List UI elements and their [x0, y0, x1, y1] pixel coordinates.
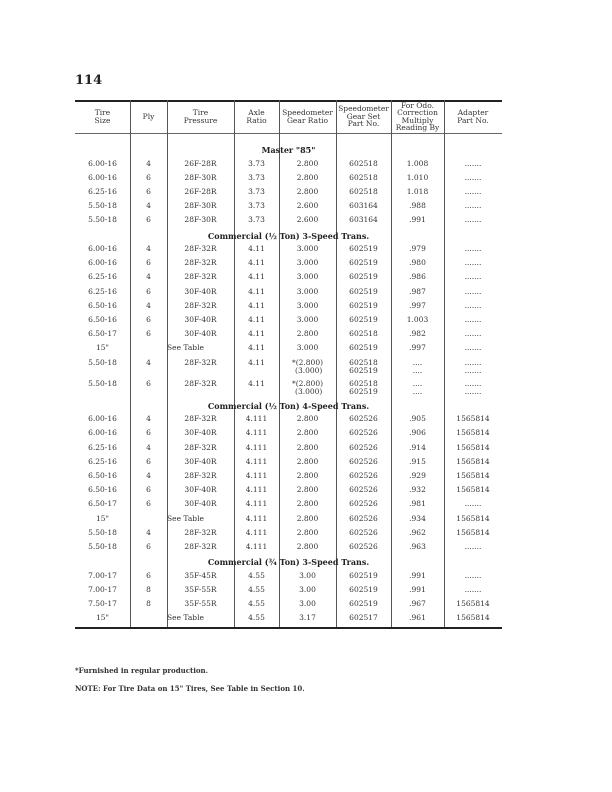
cell-ply: 4 — [146, 300, 151, 310]
cell-tire-pressure: 28F-32R — [184, 527, 217, 537]
cell-gear-set-part-no: 602526 — [349, 442, 378, 452]
header-ply: Ply — [142, 111, 155, 121]
cell-adapter-part-no: ....... — [464, 343, 482, 353]
header-gear-ratio: Speedometer Gear Ratio — [282, 108, 333, 125]
section-heading: Commercial (½ Ton) 3-Speed Trans. — [207, 230, 370, 241]
cell-ply: 6 — [146, 541, 151, 551]
cell-gear-set-part-no: 603164 — [349, 215, 378, 225]
cell-gear-set-part-no: 602519 — [349, 343, 378, 353]
cell-odo-correction: 1.018 — [406, 186, 429, 196]
cell-tire-size: 6.25-16 — [88, 286, 117, 296]
cell-gear-ratio: 3.000 — [296, 286, 319, 296]
cell-odo-correction: .... .... — [412, 357, 423, 375]
cell-axle-ratio: 4.111 — [245, 428, 268, 438]
cell-gear-set-part-no: 602519 — [349, 286, 378, 296]
cell-axle-ratio: 4.55 — [248, 570, 265, 580]
cell-tire-pressure: See Table — [167, 343, 204, 353]
cell-odo-correction: .967 — [409, 599, 426, 608]
cell-gear-set-part-no: 602518 602519 — [349, 357, 378, 375]
cell-gear-set-part-no: 602519 — [349, 272, 378, 282]
cell-axle-ratio: 4.11 — [248, 300, 265, 310]
cell-gear-set-part-no: 602519 — [349, 315, 378, 324]
cell-odo-correction: .997 — [409, 343, 426, 353]
cell-gear-ratio: 3.00 — [299, 584, 316, 594]
cell-tire-size: 6.50-17 — [88, 329, 117, 339]
cell-gear-set-part-no: 602519 — [349, 258, 378, 268]
cell-axle-ratio: 3.73 — [248, 215, 265, 225]
cell-gear-set-part-no: 602518 602519 — [349, 378, 378, 396]
cell-tire-pressure: 28F-32R — [184, 378, 217, 388]
cell-gear-set-part-no: 602526 — [349, 485, 378, 495]
cell-odo-correction: .982 — [409, 329, 426, 339]
cell-adapter-part-no: ....... — [464, 158, 482, 168]
footnote: *Furnished in regular production. — [75, 666, 209, 675]
cell-axle-ratio: 4.111 — [245, 485, 268, 495]
section-heading: Commercial (½ Ton) 4-Speed Trans. — [207, 400, 370, 411]
cell-ply: 6 — [146, 428, 151, 438]
cell-gear-ratio: 3.000 — [296, 244, 319, 253]
cell-tire-size: 6.25-16 — [88, 272, 117, 282]
cell-gear-ratio: 2.800 — [296, 428, 319, 438]
cell-odo-correction: .962 — [409, 527, 426, 537]
cell-gear-set-part-no: 602519 — [349, 300, 378, 310]
cell-adapter-part-no: ....... — [464, 499, 482, 509]
note: NOTE: For Tire Data on 15" Tires, See Table in Section 10. — [75, 684, 305, 693]
cell-tire-size: 6.50-16 — [88, 300, 117, 310]
cell-adapter-part-no: ....... — [464, 215, 482, 225]
cell-tire-size: 6.50-16 — [88, 470, 117, 480]
cell-odo-correction: .961 — [409, 613, 426, 623]
cell-odo-correction: .915 — [409, 456, 426, 466]
cell-tire-size: 6.00-16 — [88, 158, 117, 168]
cell-axle-ratio: 4.111 — [245, 470, 268, 480]
cell-gear-ratio: 2.800 — [296, 158, 319, 168]
cell-adapter-part-no: ....... ....... — [464, 378, 482, 396]
cell-tire-pressure: 30F-40R — [184, 456, 217, 466]
header-gear-set-part-no: Speedometer Gear Set Part No. — [338, 104, 389, 129]
cell-tire-pressure: 28F-30R — [184, 172, 217, 182]
cell-gear-ratio: 2.800 — [296, 513, 319, 523]
cell-tire-pressure: 26F-28R — [184, 158, 217, 168]
cell-tire-pressure: 35F-45R — [184, 570, 217, 580]
cell-odo-correction: 1.008 — [406, 158, 429, 168]
cell-odo-correction: .980 — [409, 258, 426, 268]
cell-adapter-part-no: ....... — [464, 300, 482, 310]
cell-adapter-part-no: 1565814 — [456, 613, 490, 623]
header-adapter-part-no: Adapter Part No. — [457, 108, 489, 125]
cell-gear-ratio: 2.600 — [296, 215, 319, 225]
cell-gear-ratio: 3.000 — [296, 300, 319, 310]
cell-gear-ratio: 2.800 — [296, 456, 319, 466]
table-bottom-rule — [75, 627, 502, 629]
cell-gear-ratio: *(2.800) (3.000) — [291, 357, 324, 375]
cell-ply: 6 — [146, 215, 151, 225]
cell-axle-ratio: 4.11 — [248, 357, 265, 367]
cell-axle-ratio: 4.11 — [248, 286, 265, 296]
cell-adapter-part-no: 1565814 — [456, 599, 490, 608]
cell-axle-ratio: 4.11 — [248, 272, 265, 282]
cell-odo-correction: .991 — [409, 570, 426, 580]
cell-ply: 6 — [146, 329, 151, 339]
cell-adapter-part-no: 1565814 — [456, 470, 490, 480]
cell-axle-ratio: 4.55 — [248, 599, 265, 608]
cell-adapter-part-no: ....... ....... — [464, 357, 482, 375]
cell-tire-size: 6.00-16 — [88, 172, 117, 182]
cell-odo-correction: .981 — [409, 499, 426, 509]
cell-gear-ratio: 3.000 — [296, 315, 319, 324]
cell-tire-pressure: See Table — [167, 513, 204, 523]
cell-odo-correction: .997 — [409, 300, 426, 310]
cell-odo-correction: .929 — [409, 470, 426, 480]
cell-tire-pressure: 28F-32R — [184, 272, 217, 282]
cell-gear-ratio: 2.800 — [296, 485, 319, 495]
cell-adapter-part-no: ....... — [464, 172, 482, 182]
cell-tire-size: 5.50-18 — [88, 357, 117, 367]
cell-odo-correction: .906 — [409, 428, 426, 438]
cell-tire-pressure: 30F-40R — [184, 315, 217, 324]
cell-tire-size: 6.25-16 — [88, 456, 117, 466]
cell-tire-pressure: 35F-55R — [184, 584, 217, 594]
cell-adapter-part-no: 1565814 — [456, 527, 490, 537]
cell-ply: 6 — [146, 186, 151, 196]
cell-tire-pressure: 28F-32R — [184, 442, 217, 452]
cell-ply: 6 — [146, 456, 151, 466]
cell-ply: 4 — [146, 527, 151, 537]
cell-tire-pressure: 26F-28R — [184, 186, 217, 196]
cell-axle-ratio: 4.111 — [245, 527, 268, 537]
cell-axle-ratio: 3.73 — [248, 172, 265, 182]
cell-adapter-part-no: 1565814 — [456, 513, 490, 523]
cell-ply: 8 — [146, 599, 151, 608]
cell-tire-pressure: 30F-40R — [184, 428, 217, 438]
cell-ply: 6 — [146, 378, 151, 388]
cell-tire-size: 6.00-16 — [88, 244, 117, 253]
cell-ply: 8 — [146, 584, 151, 594]
cell-ply: 4 — [146, 470, 151, 480]
cell-tire-size: 6.50-17 — [88, 499, 117, 509]
cell-gear-ratio: 2.800 — [296, 172, 319, 182]
section-heading: Commercial (¾ Ton) 3-Speed Trans. — [207, 557, 370, 568]
cell-adapter-part-no: ....... — [464, 272, 482, 282]
cell-adapter-part-no: 1565814 — [456, 442, 490, 452]
cell-axle-ratio: 4.111 — [245, 499, 268, 509]
cell-tire-pressure: 28F-32R — [184, 414, 217, 424]
cell-ply: 6 — [146, 286, 151, 296]
cell-ply: 6 — [146, 315, 151, 324]
cell-adapter-part-no: ....... — [464, 315, 482, 324]
cell-gear-set-part-no: 602526 — [349, 541, 378, 551]
cell-tire-pressure: 30F-40R — [184, 485, 217, 495]
cell-adapter-part-no: 1565814 — [456, 428, 490, 438]
cell-tire-pressure: 28F-32R — [184, 300, 217, 310]
cell-tire-pressure: 28F-32R — [184, 258, 217, 268]
cell-odo-correction: .932 — [409, 485, 426, 495]
cell-tire-pressure: 28F-30R — [184, 215, 217, 225]
cell-gear-ratio: 3.00 — [299, 570, 316, 580]
cell-axle-ratio: 4.111 — [245, 414, 268, 424]
cell-ply: 4 — [146, 414, 151, 424]
cell-adapter-part-no: ....... — [464, 258, 482, 268]
header-tire-pressure: Tire Pressure — [183, 108, 218, 125]
cell-ply: 6 — [146, 258, 151, 268]
cell-ply: 4 — [146, 158, 151, 168]
cell-ply: 4 — [146, 357, 151, 367]
cell-adapter-part-no: 1565814 — [456, 456, 490, 466]
cell-odo-correction: .914 — [409, 442, 426, 452]
cell-tire-size: 6.50-16 — [88, 315, 117, 324]
cell-adapter-part-no: ....... — [464, 201, 482, 211]
cell-tire-size: 6.00-16 — [88, 428, 117, 438]
cell-tire-size: 5.50-18 — [88, 541, 117, 551]
cell-tire-pressure: 28F-32R — [184, 244, 217, 253]
cell-tire-size: 7.00-17 — [88, 584, 117, 594]
header-rule — [75, 133, 502, 134]
section-heading: Master "85" — [261, 145, 316, 155]
cell-gear-set-part-no: 602526 — [349, 513, 378, 523]
cell-ply: 4 — [146, 442, 151, 452]
cell-ply: 6 — [146, 570, 151, 580]
cell-tire-size: 7.00-17 — [88, 570, 117, 580]
cell-axle-ratio: 4.11 — [248, 315, 265, 324]
cell-gear-ratio: 3.17 — [299, 613, 316, 623]
cell-ply: 4 — [146, 244, 151, 253]
cell-gear-set-part-no: 603164 — [349, 201, 378, 211]
cell-axle-ratio: 4.11 — [248, 329, 265, 339]
cell-axle-ratio: 3.73 — [248, 158, 265, 168]
cell-tire-pressure: 30F-40R — [184, 329, 217, 339]
cell-tire-size: 5.50-18 — [88, 527, 117, 537]
cell-adapter-part-no: ....... — [464, 186, 482, 196]
header-tire-size: Tire Size — [94, 108, 111, 125]
cell-tire-size: 5.50-18 — [88, 201, 117, 211]
cell-tire-size: 6.25-16 — [88, 186, 117, 196]
cell-tire-size: 15" — [96, 343, 109, 353]
cell-axle-ratio: 4.11 — [248, 378, 265, 388]
cell-gear-ratio: 3.000 — [296, 343, 319, 353]
cell-odo-correction: 1.010 — [406, 172, 429, 182]
cell-gear-ratio: 3.00 — [299, 599, 316, 608]
cell-gear-ratio: 2.800 — [296, 499, 319, 509]
cell-tire-pressure: 28F-32R — [184, 470, 217, 480]
cell-axle-ratio: 4.111 — [245, 513, 268, 523]
cell-tire-size: 5.50-18 — [88, 215, 117, 225]
cell-gear-set-part-no: 602526 — [349, 470, 378, 480]
cell-ply: 6 — [146, 172, 151, 182]
cell-adapter-part-no: 1565814 — [456, 485, 490, 495]
cell-adapter-part-no: ....... — [464, 541, 482, 551]
cell-odo-correction: .963 — [409, 541, 426, 551]
cell-axle-ratio: 4.11 — [248, 258, 265, 268]
cell-gear-ratio: *(2.800) (3.000) — [291, 378, 324, 396]
cell-tire-pressure: 30F-40R — [184, 286, 217, 296]
cell-tire-size: 6.00-16 — [88, 258, 117, 268]
cell-odo-correction: .986 — [409, 272, 426, 282]
cell-gear-ratio: 2.800 — [296, 186, 319, 196]
cell-tire-pressure: 35F-55R — [184, 599, 217, 608]
cell-tire-size: 6.00-16 — [88, 414, 117, 424]
cell-odo-correction: .934 — [409, 513, 426, 523]
cell-adapter-part-no: ....... — [464, 584, 482, 594]
header-axle-ratio: Axle Ratio — [246, 108, 267, 125]
cell-gear-set-part-no: 602518 — [349, 172, 378, 182]
cell-axle-ratio: 4.55 — [248, 584, 265, 594]
cell-adapter-part-no: ....... — [464, 244, 482, 253]
cell-adapter-part-no: 1565814 — [456, 414, 490, 424]
cell-gear-set-part-no: 602517 — [349, 613, 378, 623]
cell-adapter-part-no: ....... — [464, 570, 482, 580]
cell-ply: 4 — [146, 272, 151, 282]
cell-odo-correction: .991 — [409, 215, 426, 225]
cell-tire-size: 6.50-16 — [88, 485, 117, 495]
cell-odo-correction: .987 — [409, 286, 426, 296]
cell-gear-ratio: 2.800 — [296, 414, 319, 424]
cell-tire-pressure: 28F-32R — [184, 357, 217, 367]
cell-tire-size: 15" — [96, 613, 109, 623]
cell-odo-correction: 1.003 — [406, 315, 429, 324]
cell-gear-set-part-no: 602526 — [349, 456, 378, 466]
cell-tire-size: 15" — [96, 513, 109, 523]
header-odo-correction: For Odo. Correction Multiply Reading By — [395, 100, 440, 132]
cell-axle-ratio: 4.111 — [245, 541, 268, 551]
cell-tire-size: 6.25-16 — [88, 442, 117, 452]
cell-gear-set-part-no: 602526 — [349, 414, 378, 424]
cell-gear-set-part-no: 602519 — [349, 570, 378, 580]
cell-gear-ratio: 3.000 — [296, 258, 319, 268]
cell-gear-set-part-no: 602519 — [349, 599, 378, 608]
cell-gear-set-part-no: 602526 — [349, 428, 378, 438]
cell-gear-set-part-no: 602526 — [349, 499, 378, 509]
cell-axle-ratio: 3.73 — [248, 186, 265, 196]
cell-gear-ratio: 2.800 — [296, 541, 319, 551]
cell-gear-ratio: 2.800 — [296, 527, 319, 537]
cell-tire-pressure: See Table — [167, 613, 204, 623]
cell-axle-ratio: 4.111 — [245, 442, 268, 452]
cell-gear-ratio: 2.600 — [296, 201, 319, 211]
cell-tire-pressure: 28F-30R — [184, 201, 217, 211]
cell-gear-ratio: 2.800 — [296, 442, 319, 452]
cell-tire-pressure: 28F-32R — [184, 541, 217, 551]
cell-tire-pressure: 30F-40R — [184, 499, 217, 509]
cell-tire-size: 7.50-17 — [88, 599, 117, 608]
cell-gear-ratio: 3.000 — [296, 272, 319, 282]
cell-gear-set-part-no: 602518 — [349, 329, 378, 339]
cell-axle-ratio: 4.55 — [248, 613, 265, 623]
cell-odo-correction: .... .... — [412, 378, 423, 396]
cell-ply: 4 — [146, 201, 151, 211]
cell-gear-ratio: 2.800 — [296, 470, 319, 480]
cell-odo-correction: .991 — [409, 584, 426, 594]
page-number: 114 — [75, 73, 103, 88]
cell-ply: 6 — [146, 485, 151, 495]
cell-gear-set-part-no: 602519 — [349, 244, 378, 253]
cell-odo-correction: .979 — [409, 244, 426, 253]
cell-gear-set-part-no: 602526 — [349, 527, 378, 537]
cell-axle-ratio: 4.111 — [245, 456, 268, 466]
cell-adapter-part-no: ....... — [464, 286, 482, 296]
cell-gear-ratio: 2.800 — [296, 329, 319, 339]
cell-gear-set-part-no: 602519 — [349, 584, 378, 594]
cell-axle-ratio: 3.73 — [248, 201, 265, 211]
cell-gear-set-part-no: 602518 — [349, 186, 378, 196]
cell-odo-correction: .905 — [409, 414, 426, 424]
cell-axle-ratio: 4.11 — [248, 244, 265, 253]
cell-tire-size: 5.50-18 — [88, 378, 117, 388]
cell-odo-correction: .988 — [409, 201, 426, 211]
cell-adapter-part-no: ....... — [464, 329, 482, 339]
cell-gear-set-part-no: 602518 — [349, 158, 378, 168]
cell-axle-ratio: 4.11 — [248, 343, 265, 353]
cell-ply: 6 — [146, 499, 151, 509]
